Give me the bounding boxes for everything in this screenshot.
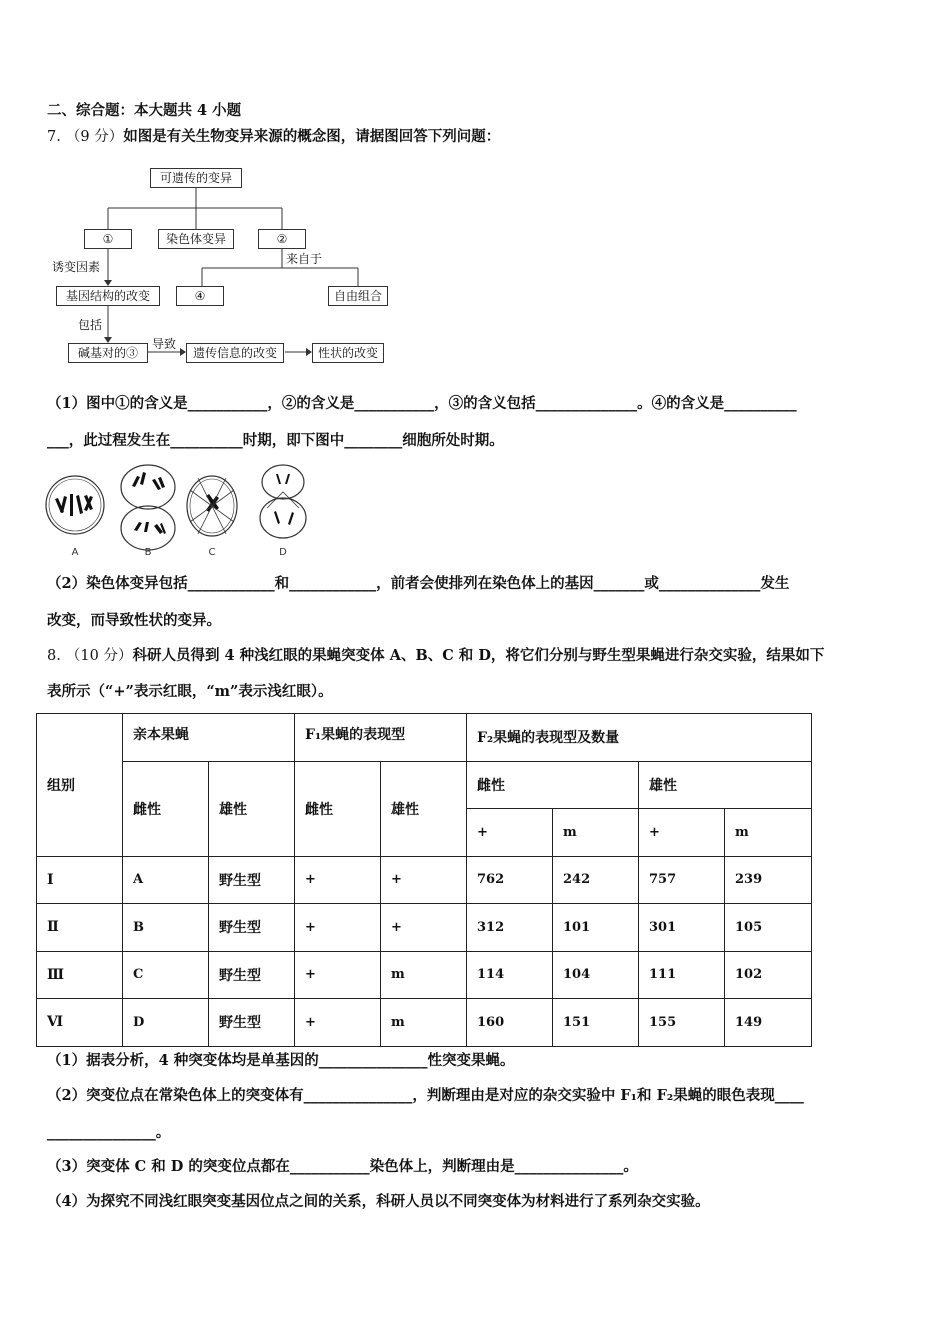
cell-group: Ⅰ <box>37 856 123 904</box>
cell-f2: 151 <box>553 999 639 1047</box>
concept-info-change: 遗传信息的改变 <box>186 343 284 363</box>
q8-stem-text: 科研人员得到 4 种浅红眼的果蝇突变体 A、B、C 和 D，将它们分别与野生型果蝇进行杂交实验，结果如下 <box>132 647 825 664</box>
header-f2-male: 雄性 <box>639 761 812 809</box>
header-f1-female: 雌性 <box>295 761 381 856</box>
concept-label-induce: 诱变因素 <box>52 260 101 274</box>
cell-label-b: B <box>144 547 152 558</box>
header-f2: F₂果蝇的表现型及数量 <box>467 714 812 762</box>
cell-f2: 239 <box>725 856 812 904</box>
concept-node-chromosome: 染色体变异 <box>158 229 234 249</box>
q8-sub3: （3）突变体 C 和 D 的突变位点都在___________染色体上，判断理由是_______________。 <box>47 1158 638 1175</box>
cell-f2: 104 <box>553 951 639 999</box>
cell-f2: 102 <box>725 951 812 999</box>
concept-label-from: 来自于 <box>286 252 323 266</box>
cell-male: 野生型 <box>209 856 295 904</box>
header-f2-female-plus: + <box>467 809 553 857</box>
q7-sub2-line1: （2）染色体变异包括____________和____________，前者会使排列在染色体上的基因_______或______________发生 <box>47 575 790 592</box>
header-f1-male: 雄性 <box>381 761 467 856</box>
q7-points: （9 分） <box>65 129 124 145</box>
table-subheader-row <box>37 761 812 809</box>
table-row <box>37 856 812 904</box>
cell-f1-female: + <box>295 999 381 1047</box>
cell-male: 野生型 <box>209 999 295 1047</box>
table-header-row <box>37 714 812 762</box>
cell-f2: 155 <box>639 999 725 1047</box>
header-f2-male-m: m <box>725 809 812 857</box>
cell-label-a: A <box>71 547 79 558</box>
cell-f1-male: + <box>381 856 467 904</box>
cell-label-d: D <box>279 547 287 558</box>
q8-sub2-line1: （2）突变位点在常染色体上的突变体有_______________，判断理由是对应的杂交实验中 F₁和 F₂果蝇的眼色表现____ <box>47 1087 804 1104</box>
table-row <box>37 999 812 1047</box>
concept-node-1: ① <box>84 229 132 249</box>
cell-f2: 105 <box>725 904 812 952</box>
table-row <box>37 951 812 999</box>
q7-sub1-line1: （1）图中①的含义是___________，②的含义是___________，③的含义包括______________。④的含义是__________ <box>47 395 797 412</box>
cell-f2: 111 <box>639 951 725 999</box>
q8-points: （10 分） <box>65 648 133 664</box>
concept-free-combo: 自由组合 <box>328 286 388 306</box>
cell-d <box>260 465 306 538</box>
header-f1: F₁果蝇的表现型 <box>295 714 467 762</box>
cell-division-figure <box>40 460 320 560</box>
concept-map-connectors <box>0 0 950 380</box>
cell-f1-male: + <box>381 904 467 952</box>
concept-node-4: ④ <box>176 286 224 306</box>
q8-number: 8. <box>47 648 61 664</box>
q8-sub1: （1）据表分析，4 种突变体均是单基因的_______________性突变果蝇。 <box>47 1052 515 1069</box>
cell-a <box>46 476 104 534</box>
cell-f2: 301 <box>639 904 725 952</box>
q7-sub2-line2: 改变，而导致性状的变异。 <box>47 612 221 629</box>
cell-female: B <box>123 904 209 952</box>
concept-base-pair: 碱基对的③ <box>68 343 148 363</box>
cell-f2: 757 <box>639 856 725 904</box>
header-group: 组别 <box>37 714 123 857</box>
cell-label-c: C <box>208 547 216 558</box>
q7-number: 7. <box>47 129 61 145</box>
concept-gene-change: 基因结构的改变 <box>56 286 160 306</box>
concept-trait-change: 性状的改变 <box>312 343 384 363</box>
q7-sub1-line2: ___，此过程发生在__________时期，即下图中________细胞所处时期。 <box>47 432 504 449</box>
cell-f1-male: m <box>381 951 467 999</box>
header-f2-male-plus: + <box>639 809 725 857</box>
cell-f2: 149 <box>725 999 812 1047</box>
cell-male: 野生型 <box>209 951 295 999</box>
concept-root: 可遗传的变异 <box>150 168 242 188</box>
cell-b <box>121 465 175 550</box>
cell-female: D <box>123 999 209 1047</box>
cell-f2: 762 <box>467 856 553 904</box>
cell-f2: 160 <box>467 999 553 1047</box>
q7-stem-text: 如图是有关生物变异来源的概念图，请据图回答下列问题： <box>123 128 501 145</box>
section-title: 二、综合题：本大题共 4 小题 <box>47 102 242 119</box>
cell-f2: 312 <box>467 904 553 952</box>
results-table <box>36 713 812 1047</box>
concept-label-lead: 导致 <box>152 337 177 351</box>
q8-sub2-line2: _______________。 <box>47 1124 171 1141</box>
cell-group: Ⅲ <box>37 951 123 999</box>
header-f2-female-m: m <box>553 809 639 857</box>
concept-label-include: 包括 <box>78 318 103 332</box>
cell-group: Ⅵ <box>37 999 123 1047</box>
cell-female: C <box>123 951 209 999</box>
header-f2-female: 雌性 <box>467 761 639 809</box>
cell-f2: 114 <box>467 951 553 999</box>
q8-sub4: （4）为探究不同浅红眼突变基因位点之间的关系，科研人员以不同突变体为材料进行了系列杂交实验。 <box>47 1193 710 1210</box>
cell-f1-female: + <box>295 856 381 904</box>
cell-f1-male: m <box>381 999 467 1047</box>
concept-node-2: ② <box>258 229 306 249</box>
table-row <box>37 904 812 952</box>
cell-f2: 242 <box>553 856 639 904</box>
cell-group: Ⅱ <box>37 904 123 952</box>
header-parent-female: 雌性 <box>123 761 209 856</box>
cell-f1-female: + <box>295 951 381 999</box>
header-parent-male: 雄性 <box>209 761 295 856</box>
q8-stem-line1 <box>47 646 824 666</box>
cell-f1-female: + <box>295 904 381 952</box>
header-parent: 亲本果蝇 <box>123 714 295 762</box>
cell-f2: 101 <box>553 904 639 952</box>
cell-male: 野生型 <box>209 904 295 952</box>
q8-stem-line2: 表所示（“+”表示红眼，“m”表示浅红眼）。 <box>47 683 333 700</box>
cell-female: A <box>123 856 209 904</box>
